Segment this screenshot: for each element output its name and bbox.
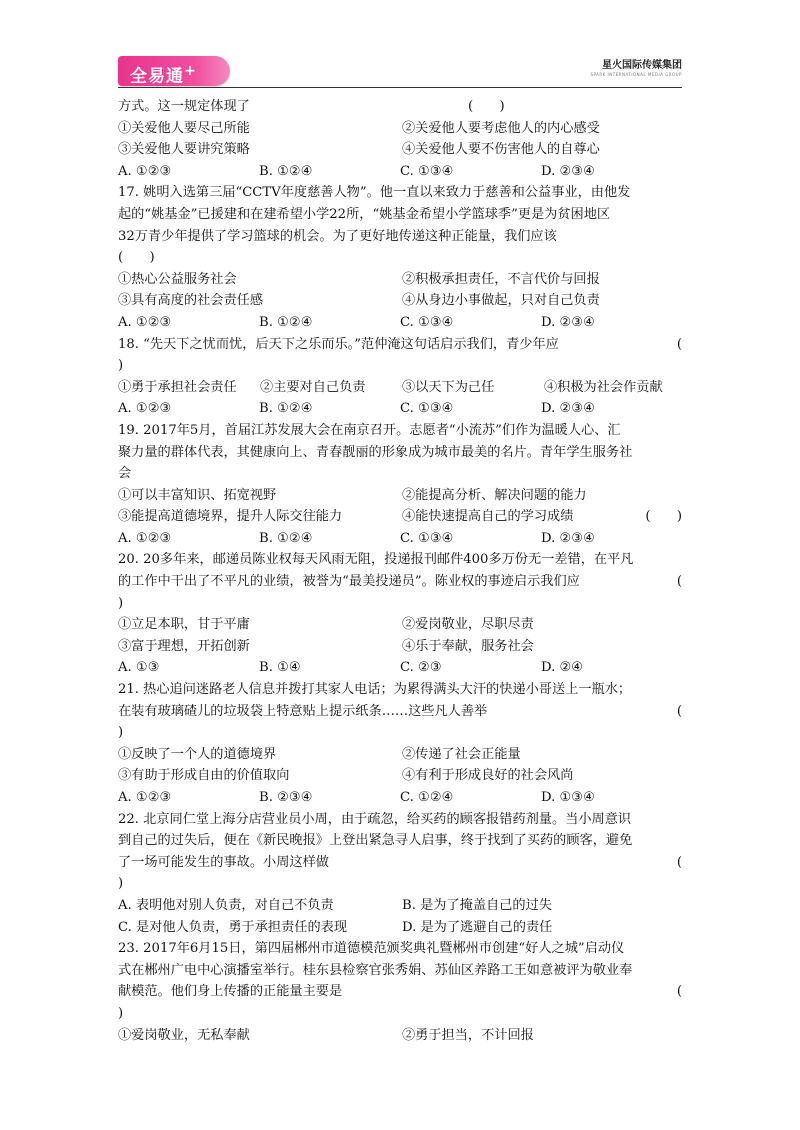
q16-choices [118,161,682,183]
q19-choice-d: D. ②③④ [541,530,595,546]
publisher-name-en: SPARK INTERNATIONAL MEDIA GROUP [590,72,682,77]
q21-option-3: ③有助于形成自由的价值取向 [118,768,290,784]
q20-choice-d: D. ②④ [541,660,584,676]
question-content [118,96,682,1046]
q20-option-2: ②爱岗敬业，尽职尽责 [402,617,534,633]
q21-paren-close: ) [118,725,124,741]
q20-options-row2 [118,636,682,658]
q20-option-1: ①立足本职，甘于平庸 [118,617,250,633]
q20-paren-close: ) [118,595,124,611]
q23-stem-2: 式在郴州广电中心演播室举行。桂东县检察官张秀娟、苏仙区养路工王如意被评为敬业奉 [118,962,633,978]
q21-option-2: ②传递了社会正能量 [402,746,521,762]
q18-choice-a: A. ①②③ [118,401,172,417]
q16-choice-d: D. ②③④ [541,163,595,179]
q23-stem-3 [118,981,682,1003]
q16-choice-b: B. ①②④ [259,163,313,179]
logo-text: 全易通 [130,66,184,87]
q22-choice-d: D. 是为了逃避自己的责任 [402,919,553,935]
page-header [0,0,800,100]
q20-text: 的工作中干出了不平凡的业绩，被誉为“最美投递员”。陈业权的事迹启示我们应 [118,574,580,590]
q16-option-4: ④关爱他人要不伤害他人的自尊心 [402,142,600,158]
q18-choice-d: D. ②③④ [541,401,595,417]
q18-choices [118,398,682,420]
q20-stem-2 [118,571,682,593]
q23-text: 献模范。他们身上传播的正能量主要是 [118,984,343,1000]
q16-text: 方式。这一规定体现了 [118,99,250,114]
q20-stem-1: 20. 20多年来，邮递员陈业权每天风雨无阻，投递报刊邮件400多万份无一差错，在平凡 [118,552,634,568]
q22-stem-3 [118,852,682,874]
q21-option-1: ①反映了一个人的道德境界 [118,746,277,762]
q18-paren-close: ) [118,358,124,374]
q17-option-3: ③具有高度的社会责任感 [118,293,264,309]
q18-option-4: ④积极为社会作贡献 [544,379,663,395]
q17-option-1: ①热心公益服务社会 [118,271,237,287]
q21-choice-a: A. ①②③ [118,790,172,805]
q22-choice-a: A. 表明他对别人负责，对自己不负责 [118,897,334,913]
q21-choice-d: D. ①③④ [541,790,595,805]
q16-answer-paren: ( ) [468,99,505,114]
q19-choice-a: A. ①②③ [118,530,172,546]
q21-paren-open: ( [676,703,682,719]
q22-stem-1: 22. 北京同仁堂上海分店营业员小周，由于疏忽，给买药的顾客报错药剂量。当小周意识 [118,811,632,827]
q19-stem-1: 19. 2017年5月，首届江苏发展大会在南京召开。志愿者“小流苏”们作为温暖人心、汇 [118,422,621,438]
logo-plus: + [184,63,197,79]
publisher-brand [502,60,682,78]
q20-choices [118,657,682,679]
q22-paren-close: ) [118,876,124,892]
q18-option-3: ③以天下为己任 [402,379,495,395]
q16-stem [118,96,682,118]
q19-option-2: ②能提高分析、解决问题的能力 [402,487,587,503]
q19-answer-paren: ( ) [645,509,682,525]
q19-option-4: ④能快速提高自己的学习成绩 [402,509,574,525]
q21-stem-2 [118,701,682,723]
q16-choice-c: C. ①③④ [400,163,454,179]
q16-option-2: ②关爱他人要考虑他人的内心感受 [402,120,600,136]
q23-stem-1: 23. 2017年6月15日，第四届郴州市道德模范颁奖典礼暨郴州市创建“好人之城”启动仪 [118,941,625,957]
q19-stem-2: 聚力量的群体代表，其健康向上、青春靓丽的形象成为城市最美的名片。青年学生服务社 [118,444,633,460]
q19-option-1: ①可以丰富知识、拓宽视野 [118,487,277,503]
q20-choice-c: C. ②③ [400,660,442,676]
q22-choices-row1 [118,895,682,917]
q19-choices [118,528,682,550]
q22-stem-2: 到自己的过失后，便在《新民晚报》上登出紧急寻人启事，终于找到了买药的顾客，避免 [118,833,633,849]
q19-choice-c: C. ①③④ [400,530,454,546]
q22-choices-row2 [118,917,682,939]
q23-options-row1 [118,1025,682,1047]
q17-options-row1 [118,269,682,291]
q20-choice-a: A. ①③ [118,660,160,676]
q18-option-1: ①勇于承担社会责任 [118,379,237,395]
q17-options-row2 [118,290,682,312]
q19-options-row2 [118,506,682,528]
q17-choice-c: C. ①③④ [400,314,454,330]
q17-choice-a: A. ①②③ [118,314,172,330]
q16-option-3: ③关爱他人要讲究策略 [118,142,250,158]
q21-choices [118,787,682,809]
q20-options-row1 [118,614,682,636]
q18-options [118,377,682,399]
q21-stem-1: 21. 热心追问迷路老人信息并拨打其家人电话；为累得满头大汗的快递小哥送上一瓶水； [118,682,632,698]
q17-option-4: ④从身边小事做起，只对自己负责 [402,293,600,309]
q18-option-2: ②主要对自己负责 [260,379,366,395]
q22-choice-b: B. 是为了掩盖自己的过失 [402,897,552,913]
header-divider [118,87,682,88]
q17-choice-b: B. ①②④ [259,314,313,330]
q22-paren-open: ( [676,854,682,870]
q17-stem-2: 起的“姚基金”已援建和在建希望小学22所，“姚基金希望小学篮球季”更是为贫困地区 [118,206,611,222]
q16-choice-a: A. ①②③ [118,163,172,179]
q17-option-2: ②积极承担责任，不言代价与回报 [402,271,600,287]
q23-paren-close: ) [118,1005,124,1021]
q22-choice-c: C. 是对他人负责，勇于承担责任的表现 [118,919,348,935]
q23-option-2: ②勇于担当，不计回报 [402,1027,534,1043]
q18-choice-c: C. ①③④ [400,401,454,417]
q19-choice-b: B. ①②④ [259,530,313,546]
q19-stem-3: 会 [118,466,132,482]
q20-option-3: ③富于理想，开拓创新 [118,638,250,654]
q18-text: 18. “先天下之忧而忧，后天下之乐而乐。”范仲淹这句话启示我们，青少年应 [118,336,559,352]
q20-paren-open: ( [676,574,682,590]
q16-options-row2 [118,139,682,161]
q16-options-row1 [118,118,682,140]
q18-paren-open: ( [676,336,682,352]
q17-stem-3: 32万青少年提供了学习篮球的机会。为了更好地传递这种正能量，我们应该 [118,228,557,244]
q18-stem [118,334,682,356]
publisher-name: 星火国际传媒集团 [602,60,682,71]
q17-choice-d: D. ②③④ [541,314,595,330]
q23-option-1: ①爱岗敬业，无私奉献 [118,1027,250,1043]
q18-choice-b: B. ①②④ [259,401,313,417]
q21-option-4: ④有利于形成良好的社会风尚 [402,768,574,784]
q21-options-row1 [118,744,682,766]
q20-option-4: ④乐于奉献，服务社会 [402,638,534,654]
q23-paren-open: ( [676,984,682,1000]
q17-choices [118,312,682,334]
q17-stem-1: 17. 姚明入选第三届“CCTV年度慈善人物”。他一直以来致力于慈善和公益事业，由他发 [118,185,631,201]
q16-option-1: ①关爱他人要尽己所能 [118,120,250,136]
q22-text: 了一场可能发生的事故。小周这样做 [118,854,329,870]
q17-answer-paren: ( ) [118,250,155,266]
q19-options-row1 [118,485,682,507]
q21-options-row2 [118,765,682,787]
q20-choice-b: B. ①④ [259,660,301,676]
q21-text: 在装有玻璃碴儿的垃圾袋上特意贴上提示纸条……这些凡人善举 [118,703,488,719]
q21-choice-b: B. ②③④ [259,790,313,805]
q21-choice-c: C. ①②④ [400,790,454,805]
q19-option-3: ③能提高道德境界，提升人际交往能力 [118,509,343,525]
brand-logo [118,56,230,86]
